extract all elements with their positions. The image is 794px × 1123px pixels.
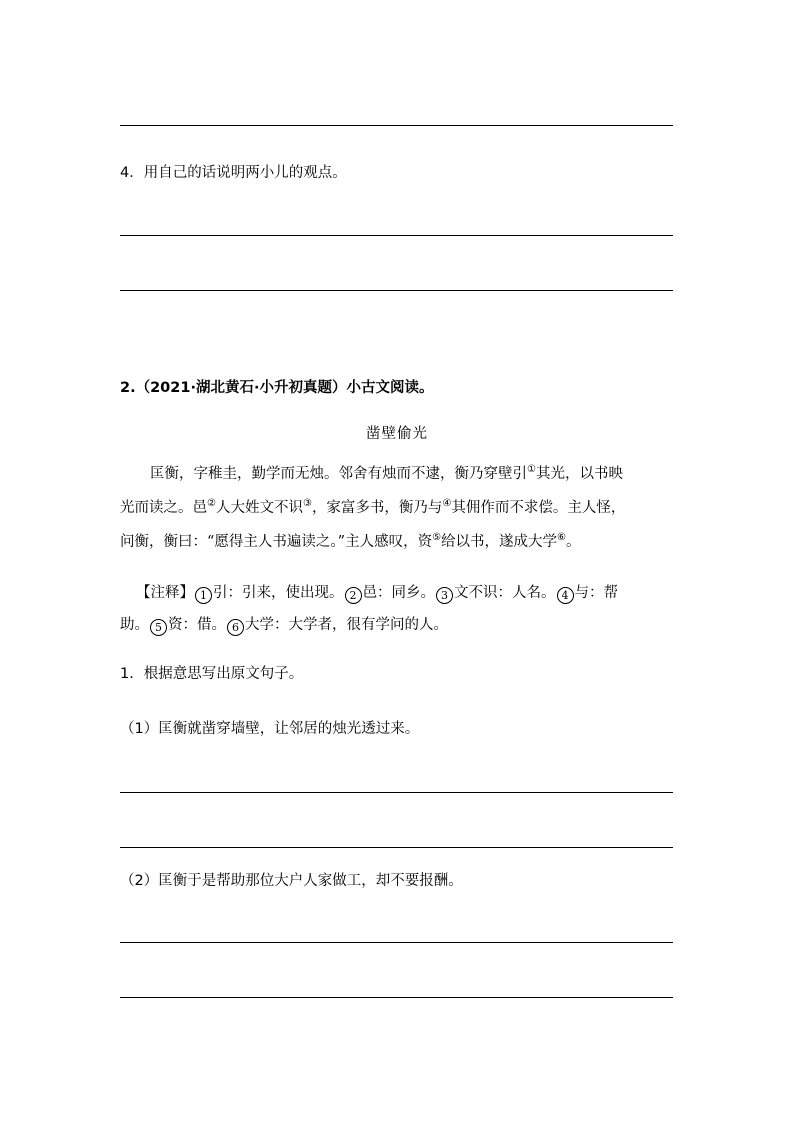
question-1: 1．根据意思写出原文句子。 <box>120 666 304 682</box>
note-number: 2 <box>345 587 362 604</box>
answer-line <box>120 942 673 943</box>
notes <box>120 583 676 635</box>
note-ref: ⑥ <box>557 532 567 544</box>
note-ref: ⑤ <box>432 532 442 544</box>
note-ref: ④ <box>442 498 452 510</box>
answer-line <box>120 792 673 793</box>
question-1-sub-2: （2）匡衡于是帮助那位大户人家做工，却不要报酬。 <box>120 873 463 889</box>
note-ref: ② <box>207 498 216 510</box>
question-1-sub-1: （1）匡衡就凿穿墙壁，让邻居的烛光透过来。 <box>120 721 420 737</box>
passage-line: 光而读之。邑②人大姓文不识③，家富多书，衡乃与④其佣作而不求偿。主人怪， <box>120 498 626 516</box>
notes-line: 【注释】 1 引：引来，使出现。 2 邑：同乡。 3 文不识：人名。 4 与：帮 <box>136 585 618 602</box>
note-number: 4 <box>557 587 574 604</box>
answer-line <box>120 125 673 126</box>
note-number: 1 <box>195 587 212 604</box>
note-number: 6 <box>227 619 244 636</box>
note-number: 5 <box>150 619 167 636</box>
question-2-header: 2.（2021·湖北黄石·小升初真题）小古文阅读。 <box>120 380 434 396</box>
answer-line <box>120 290 673 291</box>
passage-body <box>120 464 676 552</box>
notes-line: 助。 5 资：借。 6 大学：大学者，很有学问的人。 <box>120 617 448 634</box>
passage-title: 凿壁偷光 <box>366 426 428 442</box>
question-4: 4．用自己的话说明两小儿的观点。 <box>120 165 347 181</box>
answer-line <box>120 997 673 998</box>
passage-line: 问衡，衡曰：“愿得主人书遍读之。”主人感叹，资⑤给以书，遂成大学⑥。 <box>120 532 581 550</box>
note-number: 3 <box>436 587 453 604</box>
note-ref: ① <box>527 464 536 476</box>
note-ref: ③ <box>302 498 312 510</box>
passage-line: 匡衡，字稚圭，勤学而无烛。邻舍有烛而不逮，衡乃穿壁引①其光，以书映 <box>150 464 623 482</box>
answer-line <box>120 847 673 848</box>
answer-line <box>120 235 673 236</box>
